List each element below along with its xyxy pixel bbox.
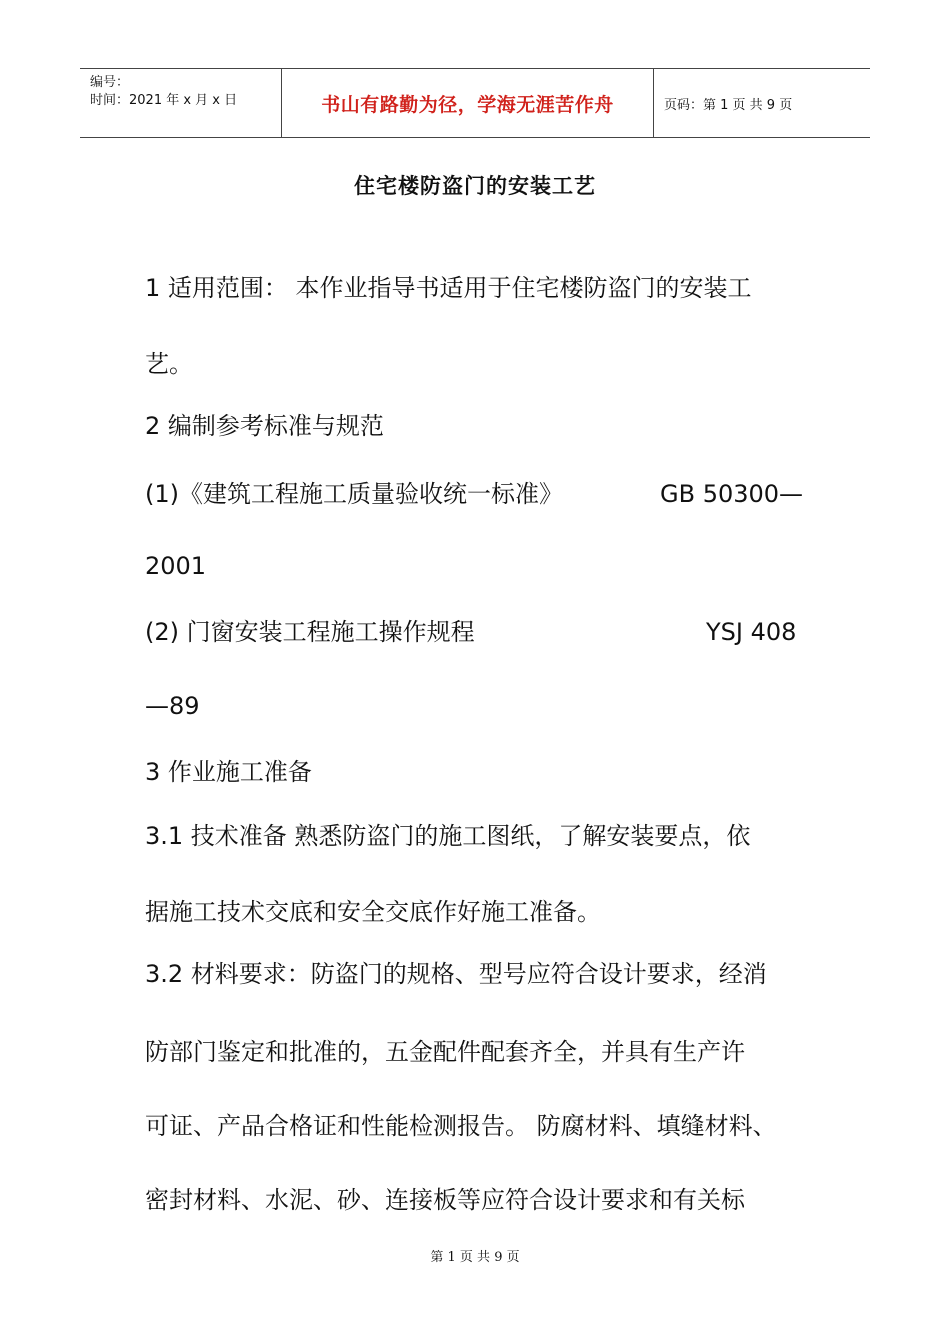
- standard-code: YSJ 408: [706, 618, 797, 646]
- body-line: 3.2 材料要求：防盗门的规格、型号应符合设计要求，经消: [145, 960, 767, 988]
- standard-code: GB 50300—: [660, 480, 804, 508]
- header-motto: 书山有路勤为径，学海无涯苦作舟: [281, 69, 654, 137]
- document-header: [80, 68, 870, 138]
- header-meta: [80, 69, 281, 137]
- section-heading: 2 编制参考标准与规范: [145, 412, 384, 440]
- body-line: 1 适用范围： 本作业指导书适用于住宅楼防盗门的安装工: [145, 274, 752, 302]
- body-line: 3.1 技术准备 熟悉防盗门的施工图纸，了解安装要点，依: [145, 822, 751, 850]
- body-line: 防部门鉴定和批准的，五金配件配套齐全，并具有生产许: [145, 1038, 745, 1066]
- standard-item: (1)《建筑工程施工质量验收统一标准》: [145, 480, 563, 508]
- standard-item: (2) 门窗安装工程施工操作规程: [145, 618, 475, 646]
- body-line: 可证、产品合格证和性能检测报告。 防腐材料、填缝材料、: [145, 1112, 777, 1140]
- document-number-label: 编号：: [90, 75, 130, 90]
- page-footer: 第 1 页 共 9 页: [430, 1250, 520, 1265]
- body-line: 2001: [145, 552, 207, 580]
- document-title: 住宅楼防盗门的安装工艺: [354, 174, 596, 198]
- header-page-code: 页码：第 1 页 共 9 页: [664, 97, 793, 113]
- body-line: 艺。: [145, 350, 193, 378]
- document-date-label: 时间：2021 年 x 月 x 日: [90, 93, 238, 108]
- section-heading: 3 作业施工准备: [145, 758, 312, 786]
- body-line: 密封材料、水泥、砂、连接板等应符合设计要求和有关标: [145, 1186, 745, 1214]
- body-line: 据施工技术交底和安全交底作好施工准备。: [145, 898, 601, 926]
- body-line: —89: [145, 692, 200, 720]
